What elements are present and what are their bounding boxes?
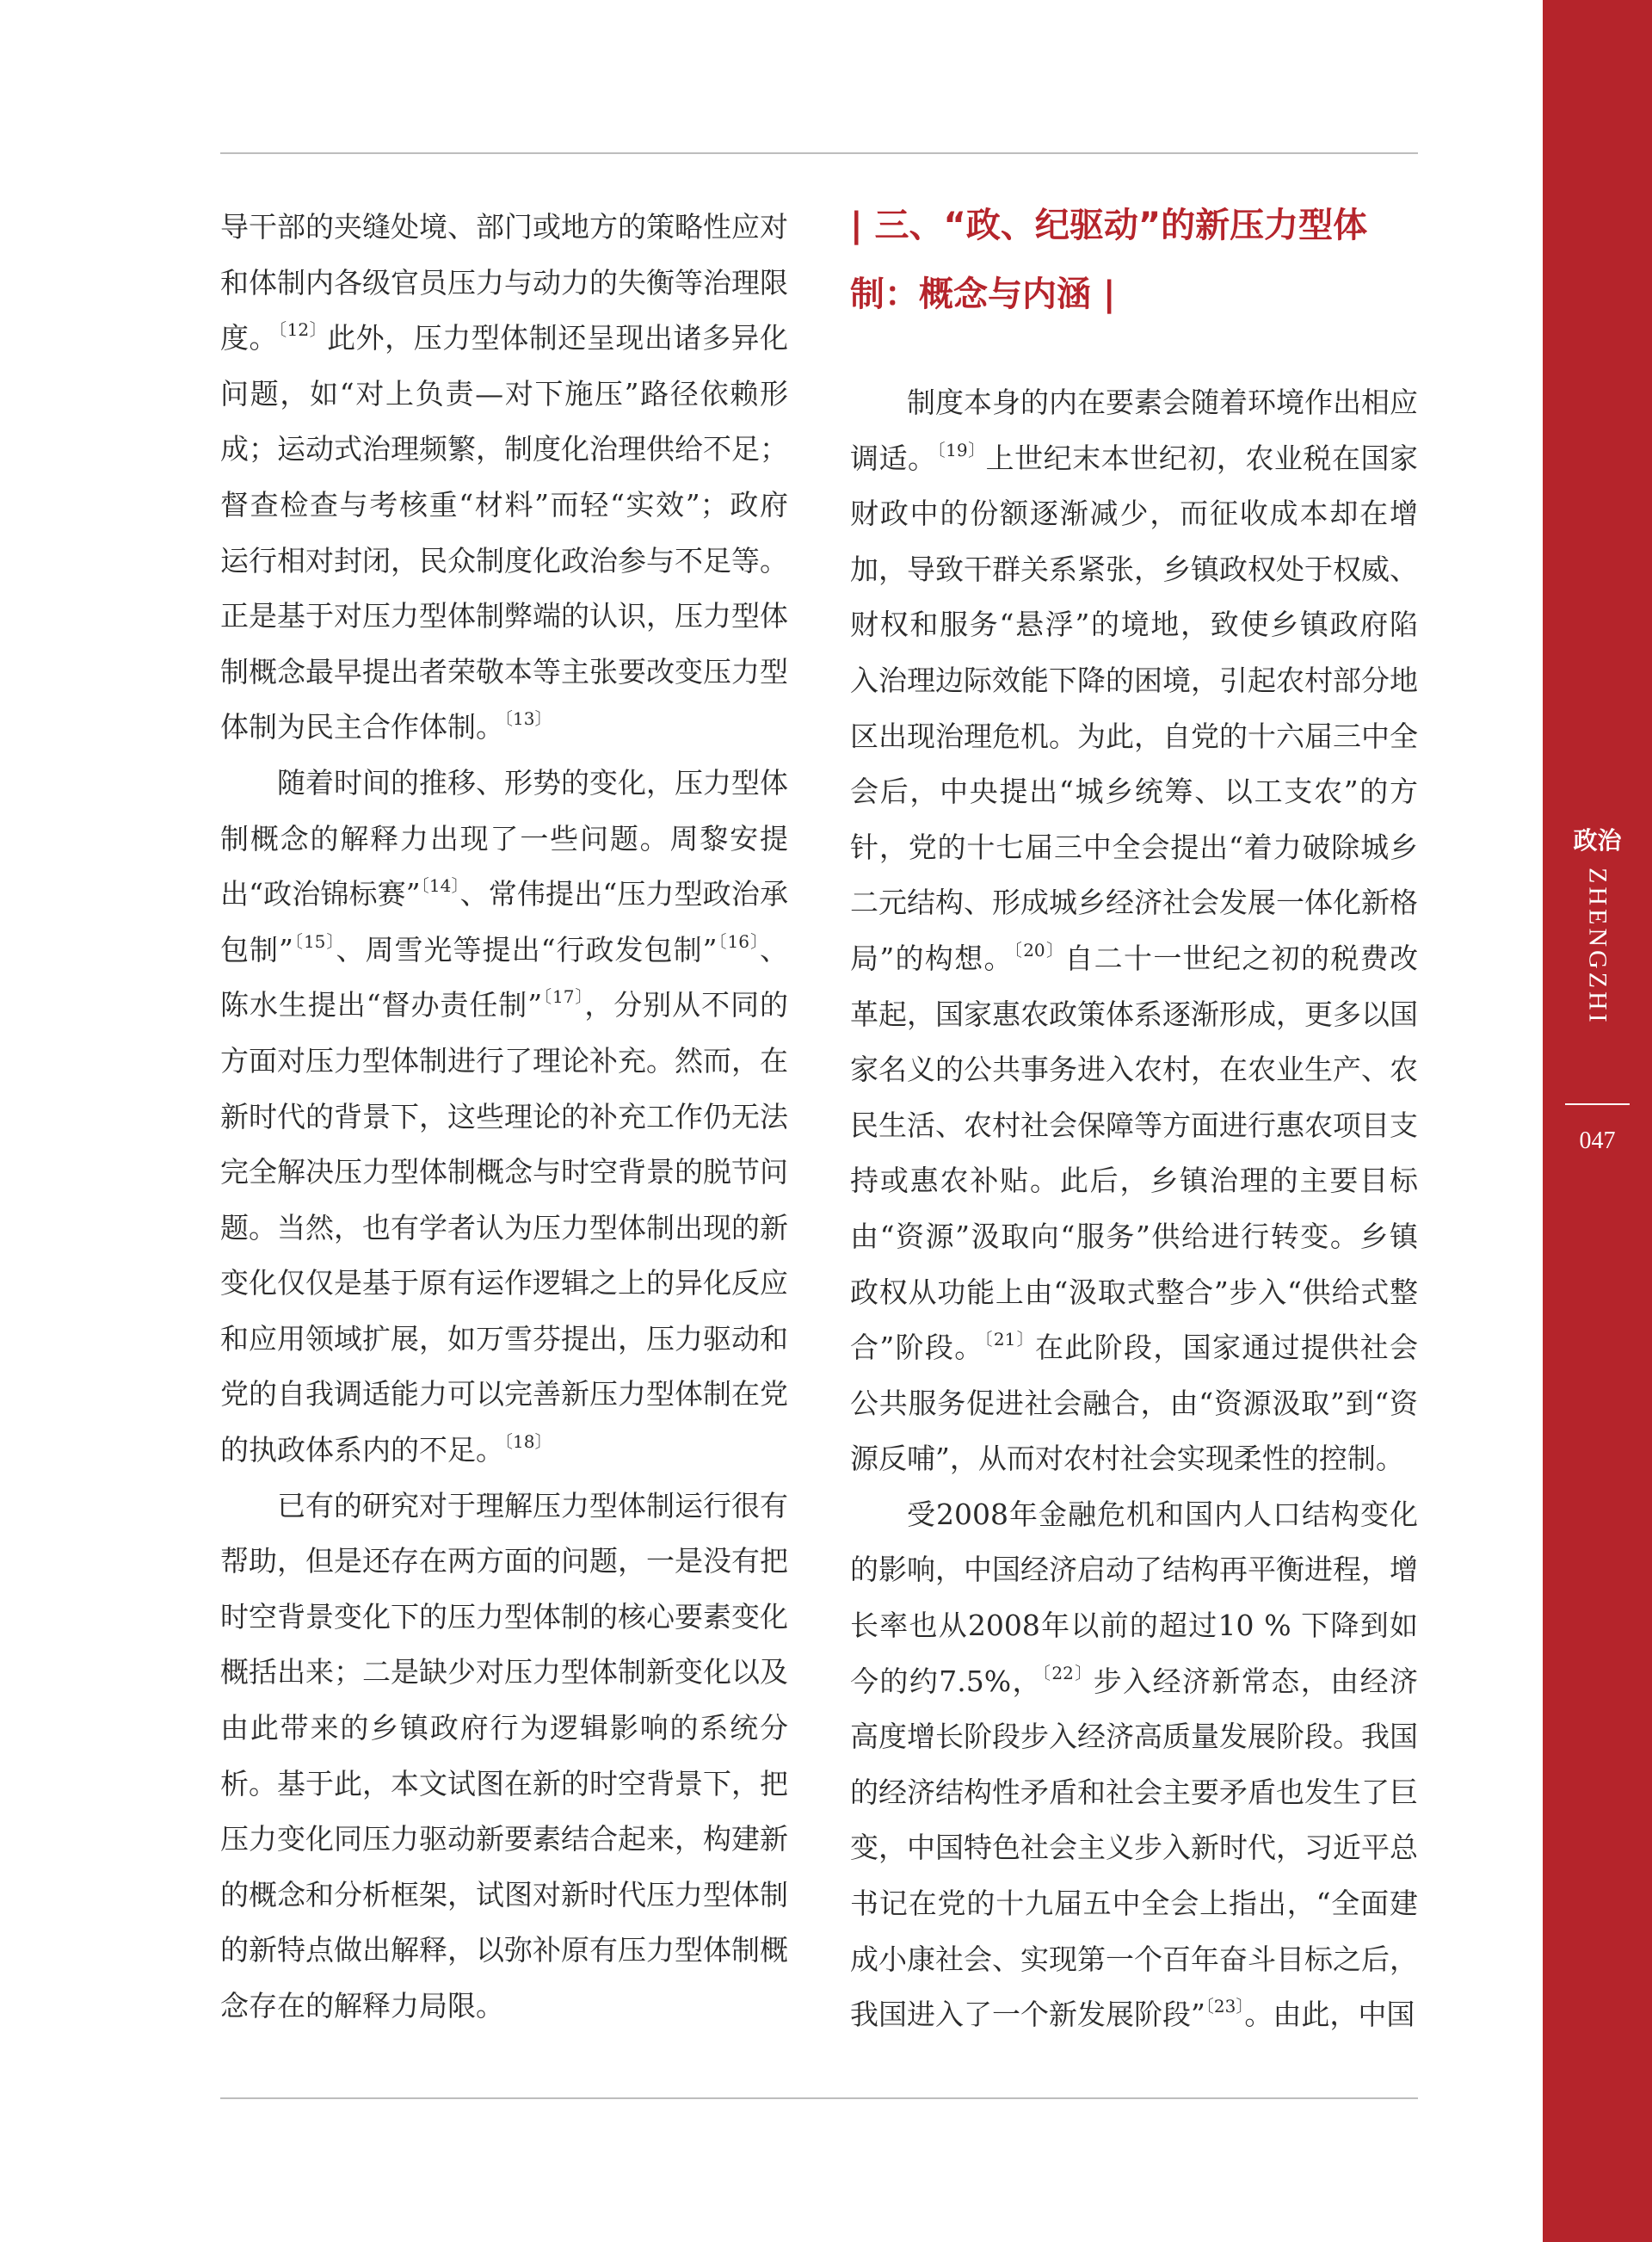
citation-ref: 〔16〕 [717, 930, 760, 952]
page-number: 047 [1579, 1127, 1616, 1154]
paragraph: 已有的研究对于理解压力型体制运行很有帮助，但是还存在两方面的问题，一是没有把时空背景变化下的压力型体制的核心要素变化概括出来；二是缺少对压力型体制新变化以及由此带来的乡镇政府行为逻辑影响的系统分析。基于此，本文试图在新的时空背景下，把压力变化同压力驱动新要素结合起来，构建新的概念和分析框架，试图对新时代压力型体制的新特点做出解释，以弥补原有压力型体制概念存在的解释力局限。 [220, 1488, 788, 2023]
left-column [220, 200, 788, 2035]
paragraph: 制度本身的内在要素会随着环境作出相应调适。$^{〔19〕}$上世纪末本世纪初，农业税在国家财政中的份额逐渐减少，而征收成本却在增加，导致干群关系紧张，乡镇政权处于权威、财权和服务“悬浮”的境地，致使乡镇政府陷入治理边际效能下降的困境，引起农村部分地区出现治理危机。为此，自党的十六届三中全会后，中央提出“城乡统筹、以工支农”的方针，党的十七届三中全会提出“着力破除城乡二元结构、形成城乡经济社会发展一体化新格局”的构想。$^{〔20〕}$自二十一世纪之初的税费改革起，国家惠农政策体系逐渐形成，更多以国家名义的公共事务进入农村，在农业生产、农民生活、农村社会保障等方面进行惠农项目支持或惠农补贴。此后，乡镇治理的主要目标由“资源”汲取向“服务”供给进行转变。乡镇政权从功能上由“汲取式整合”步入“供给式整合”阶段。$^{〔21〕}$在此阶段，国家通过提供社会公共服务促进社会融合，由“资源汲取”到“资源反哺”，从而对农村社会实现柔性的控制。 [850, 386, 1419, 1476]
paragraph: 导干部的夹缝处境、部门或地方的策略性应对和体制内各级官员压力与动力的失衡等治理限度。$^{〔12〕}$此外，压力型体制还呈现出诸多异化问题，如“对上负责—对下施压”路径依赖形成；运动式治理频繁，制度化治理供给不足；督查检查与考核重“材料”而轻“实效”；政府运行相对封闭，民众制度化政治参与不足等。正是基于对压力型体制弊端的认识，压力型体制概念最早提出者荣敬本等主张要改变压力型体制为民主合作体制。$^{〔13〕}$ [220, 210, 789, 744]
citation-ref: 〔12〕 [278, 319, 328, 341]
paragraph: 受2008年金融危机和国内人口结构变化的影响，中国经济启动了结构再平衡进程，增长率也从2008年以前的超过10 % 下降到如今的约7.5%，$^{〔22〕}$步入经济新常态，由经济高度增长阶段步入经济高质量发展阶段。我国的经济结构性矛盾和社会主要矛盾也发生了巨变，中国特色社会主义步入新时代，习近平总书记在党的十九届五中全会上指出，“全面建成小康社会、实现第一个百年奋斗目标之后，我国进入了一个新发展阶段”$^{〔23〕}$。由此，中国 [850, 1497, 1418, 2032]
sidebar-rule [1565, 1103, 1630, 1105]
citation-ref: 〔21〕 [983, 1329, 1035, 1350]
paragraph: 随着时间的推移、形势的变化，压力型体制概念的解释力出现了一些问题。周黎安提出“政治锦标赛”$^{〔14〕}$、常伟提出“压力型政治承包制”$^{〔15〕}$、周雪光等提出“行政发包制”$^{〔16〕}$、陈水生提出“督办责任制”$^{〔17〕}$，分别从不同的方面对压力型体制进行了理论补充。然而，在新时代的背景下，这些理论的补充工作仍无法完全解决压力型体制概念与时空背景的脱节问题。当然，也有学者认为压力型体制出现的新变化仅仅是基于原有运作逻辑之上的异化反应和应用领域扩展，如万雪芬提出，压力驱动和党的自我调适能力可以完善新压力型体制在党的执政体系内的不足。$^{〔18〕}$ [220, 765, 789, 1467]
section-title-en: ZHENGZHI [1583, 868, 1612, 1026]
section-heading: | 三、“政、纪驱动”的新压力型体制：概念与内涵 | [850, 206, 1368, 314]
citation-ref: 〔14〕 [420, 875, 460, 897]
section-title-cn: 政治 [1573, 826, 1622, 855]
citation-ref: 〔15〕 [293, 930, 336, 952]
header-rule [220, 152, 1418, 154]
right-column [850, 200, 1418, 2043]
citation-ref: 〔20〕 [1013, 939, 1065, 960]
citation-ref: 〔13〕 [504, 708, 552, 730]
citation-ref: 〔18〕 [504, 1431, 552, 1453]
citation-ref: 〔17〕 [542, 986, 585, 1008]
citation-ref: 〔22〕 [1041, 1662, 1094, 1683]
citation-ref: 〔23〕 [1205, 1996, 1245, 2017]
section-label [1543, 826, 1652, 1026]
citation-ref: 〔19〕 [936, 439, 986, 460]
section-sidebar [1543, 0, 1652, 2242]
footer-rule [220, 2097, 1418, 2099]
